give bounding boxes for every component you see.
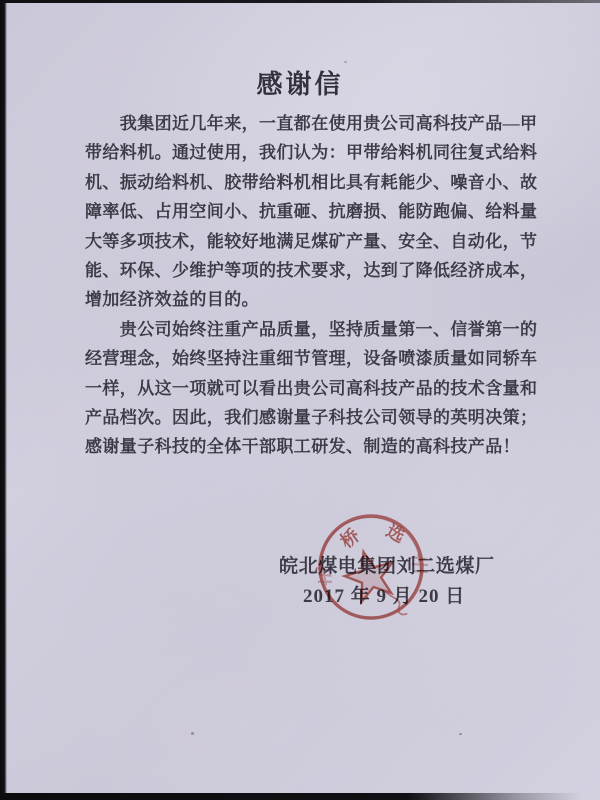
text-line: 障率低、占用空间小、抗重砸、抗磨损、能防跑偏、给料量 xyxy=(85,202,538,222)
letter-title: 感谢信 xyxy=(256,70,344,99)
signature-line: 皖北煤电集团刘二选煤厂 xyxy=(279,556,495,577)
stamp-arc-char-left: 桥 xyxy=(336,525,364,552)
dust-speck xyxy=(344,61,347,63)
text-line: 机、振动给料机、胶带给料机相比具有耗能少、噪音小、故 xyxy=(85,172,538,192)
text-line: 能、环保、少维护等项的技术要求，达到了降低经济成本， xyxy=(85,260,538,280)
date-line: 2017 年 9 月 20 日 xyxy=(303,586,466,607)
text-line: 带给料机。通过使用，我们认为：甲带给料机同往复式给料 xyxy=(85,143,538,163)
scan-edge-bottom xyxy=(0,793,600,800)
text-line: 我集团近几年来，一直都在使用贵公司高科技产品—甲 xyxy=(85,114,538,133)
letter-body xyxy=(85,109,545,462)
stamp-arc-char-right: 选 xyxy=(382,520,409,547)
dust-speck xyxy=(459,733,462,735)
text-line: 产品档次。因此，我们感谢量子科技公司领导的英明决策； xyxy=(85,407,538,427)
red-seal-stamp xyxy=(304,500,438,634)
text-line: 一样，从这一项就可以看出贵公司高科技产品的技术含量和 xyxy=(85,378,538,398)
text-line: 增加经济效益的目的。 xyxy=(85,290,259,310)
text-line: 贵公司始终注重产品质量，坚持质量第一、信誉第一的 xyxy=(85,319,538,339)
stamp-smudge-left xyxy=(316,563,332,586)
paragraph-1 xyxy=(85,109,545,315)
scan-edge-top xyxy=(0,0,600,3)
dust-speck xyxy=(191,732,194,735)
text-line: 经营理念，始终坚持注重细节管理，设备喷漆质量如同轿车 xyxy=(85,349,538,369)
text-line: 大等多项技术，能较好地满足煤矿产量、安全、自动化，节 xyxy=(85,231,538,251)
scan-edge-left xyxy=(0,0,7,800)
paragraph-2 xyxy=(85,315,545,462)
text-line: 感谢量子科技的全体干部职工研发、制造的高科技产品！ xyxy=(85,437,520,457)
